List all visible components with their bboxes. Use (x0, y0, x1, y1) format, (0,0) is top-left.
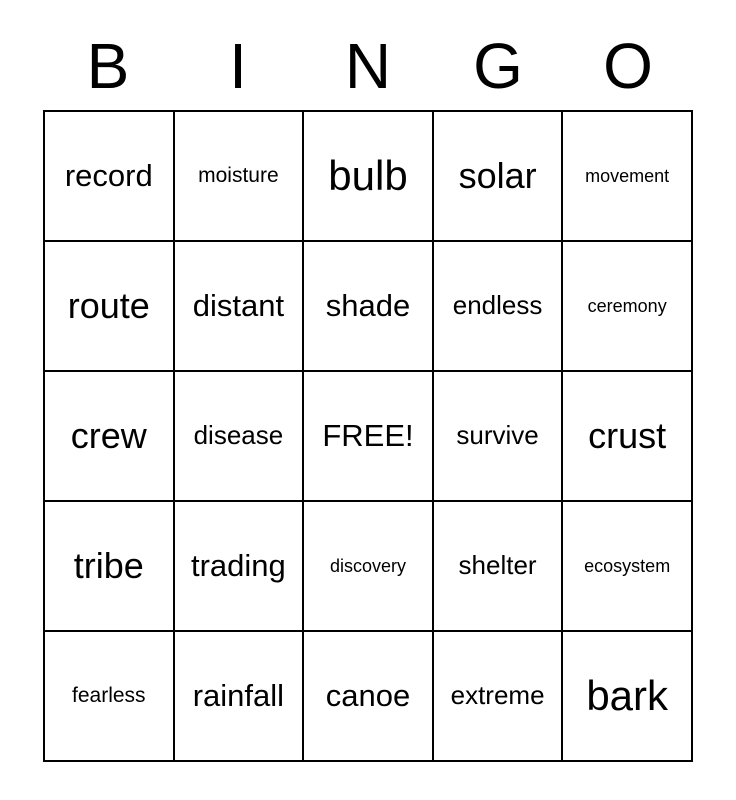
bingo-cell-n2[interactable] (304, 242, 434, 372)
bingo-cell-label: bulb (328, 151, 408, 199)
bingo-cell-label: movement (585, 165, 670, 186)
bingo-cell-label: solar (458, 155, 537, 197)
bingo-cell-i1[interactable] (175, 112, 305, 242)
bingo-cell-i5[interactable] (175, 632, 305, 762)
bingo-cell-g2[interactable] (434, 242, 564, 372)
bingo-row (45, 112, 693, 242)
bingo-cell-label: FREE! (322, 417, 414, 453)
bingo-cell-label: route (67, 285, 150, 327)
bingo-cell-i2[interactable] (175, 242, 305, 372)
bingo-cell-label: discovery (329, 555, 406, 576)
bingo-cell-label: distant (192, 287, 285, 323)
bingo-cell-label: ecosystem (584, 555, 671, 576)
bingo-row (45, 242, 693, 372)
bingo-cell-b1[interactable] (45, 112, 175, 242)
bingo-cell-g4[interactable] (434, 502, 564, 632)
bingo-row (45, 632, 693, 762)
bingo-cell-label: extreme (450, 680, 545, 711)
bingo-cell-i4[interactable] (175, 502, 305, 632)
bingo-cell-label: ceremony (587, 295, 667, 316)
bingo-cell-label: trading (190, 547, 286, 583)
bingo-header-letter-n: N (344, 30, 392, 102)
bingo-cell-label: shade (325, 287, 411, 323)
bingo-cell-label: moisture (198, 163, 279, 187)
bingo-cell-label: bark (586, 671, 669, 719)
bingo-cell-o3[interactable] (563, 372, 693, 502)
bingo-header-letter-o: O (603, 30, 653, 102)
bingo-header-letter-i: I (229, 30, 247, 102)
bingo-cell-o1[interactable] (563, 112, 693, 242)
bingo-header-row (43, 0, 693, 102)
bingo-cell-n1[interactable] (304, 112, 434, 242)
bingo-cell-label: canoe (325, 677, 411, 713)
bingo-cell-i3[interactable] (175, 372, 305, 502)
bingo-row (45, 372, 693, 502)
bingo-cell-o4[interactable] (563, 502, 693, 632)
bingo-cell-g3[interactable] (434, 372, 564, 502)
bingo-cell-o2[interactable] (563, 242, 693, 372)
bingo-cell-o5[interactable] (563, 632, 693, 762)
bingo-header-letter-b: B (86, 30, 130, 102)
bingo-header-letter-g: G (473, 30, 523, 102)
bingo-cell-label: crust (588, 415, 667, 457)
bingo-cell-g1[interactable] (434, 112, 564, 242)
bingo-cell-label: crew (70, 415, 147, 457)
bingo-cell-label: tribe (73, 545, 144, 587)
bingo-row (45, 502, 693, 632)
bingo-cell-b5[interactable] (45, 632, 175, 762)
bingo-grid (43, 110, 693, 762)
bingo-cell-label: fearless (72, 683, 146, 707)
bingo-cell-free-space[interactable] (304, 372, 434, 502)
bingo-cell-n4[interactable] (304, 502, 434, 632)
bingo-cell-b3[interactable] (45, 372, 175, 502)
bingo-cell-g5[interactable] (434, 632, 564, 762)
bingo-cell-label: record (64, 157, 153, 193)
bingo-cell-n5[interactable] (304, 632, 434, 762)
bingo-cell-b4[interactable] (45, 502, 175, 632)
bingo-cell-label: rainfall (192, 677, 285, 713)
bingo-cell-label: shelter (458, 550, 537, 581)
bingo-cell-label: disease (193, 420, 284, 451)
bingo-cell-label: survive (456, 420, 539, 451)
bingo-cell-b2[interactable] (45, 242, 175, 372)
bingo-cell-label: endless (452, 290, 543, 321)
